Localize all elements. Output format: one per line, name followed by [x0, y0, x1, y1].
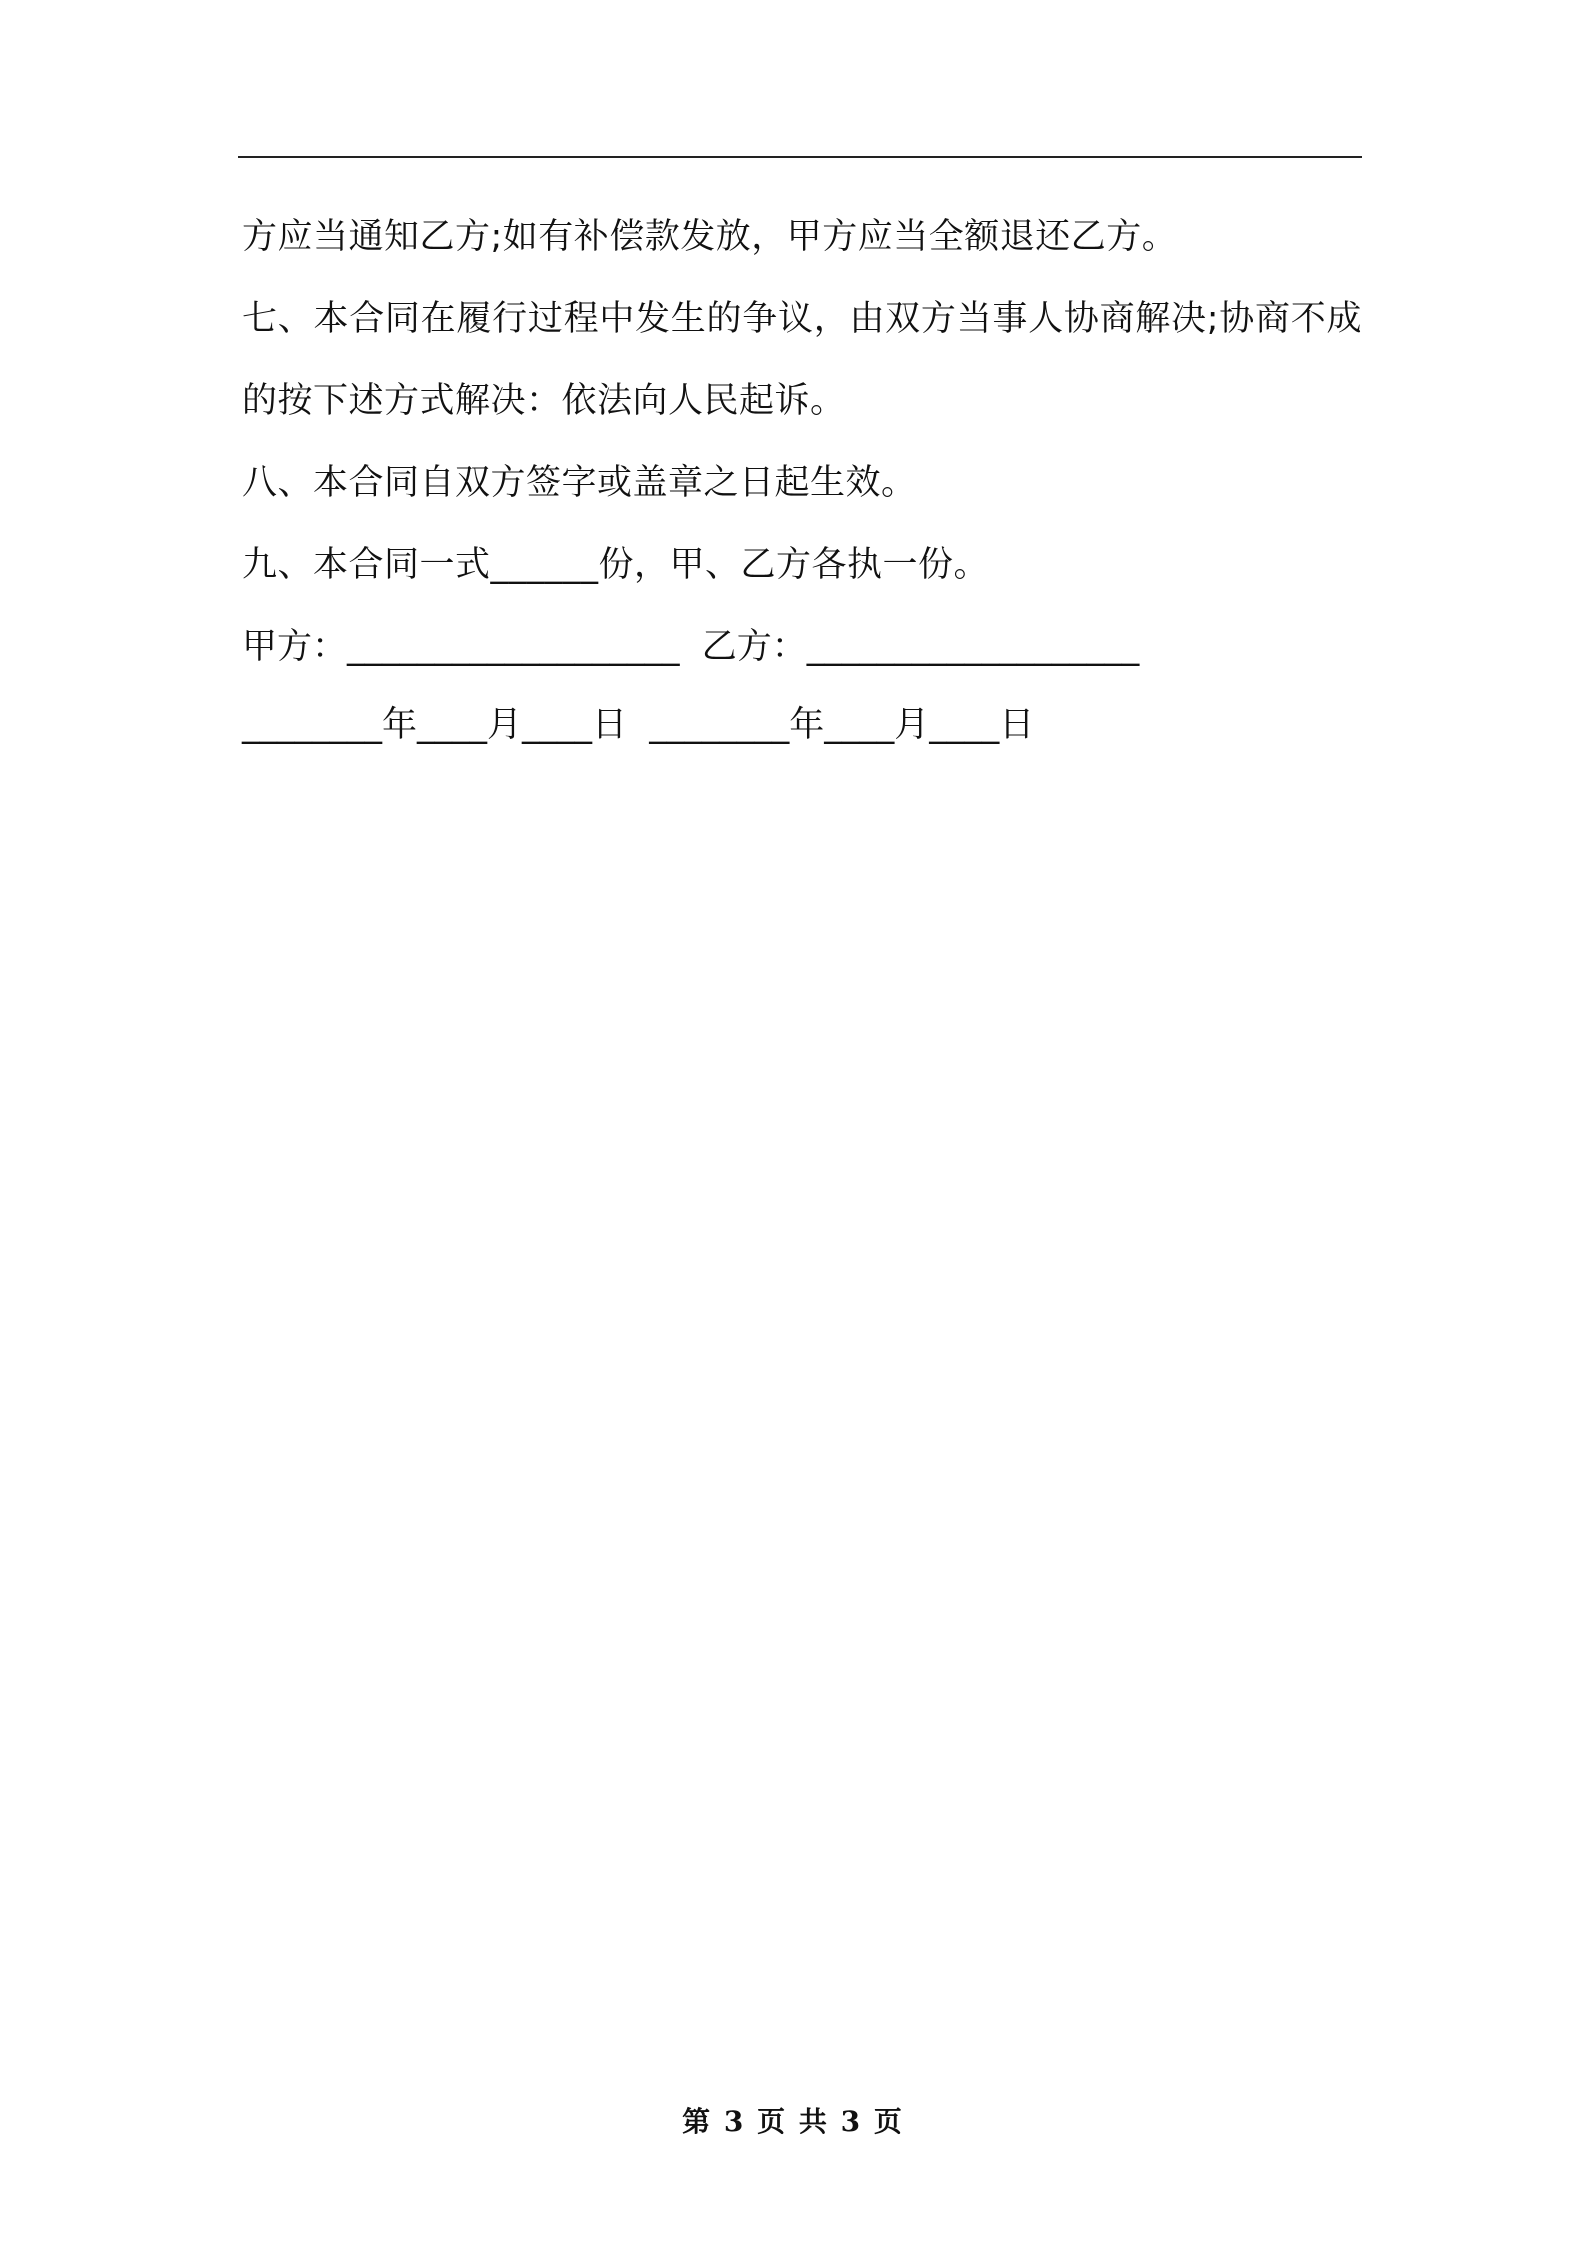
clause-8: 八、本合同自双方签字或盖章之日起生效。 [242, 463, 917, 503]
clause-7: 七、本合同在履行过程中发生的争议，由双方当事人协商解决;协商不成的按下述方式解决：依法向人民起诉。 [242, 299, 1362, 421]
paragraph-continuation: 方应当通知乙方;如有补偿款发放，甲方应当全额退还乙方。 [242, 217, 1178, 257]
clause-9: 九、本合同一式______份，甲、乙方各执一份。 [242, 545, 990, 585]
signature-line: 甲方：___________________ 乙方：___________________ [242, 627, 1140, 667]
page-footer: 第 3 页 共 3 页 [682, 2105, 904, 2138]
header-rule [238, 156, 1362, 158]
contract-body [242, 196, 1362, 762]
date-line: ________年____月____日 ________年____月____日 [242, 705, 1035, 745]
